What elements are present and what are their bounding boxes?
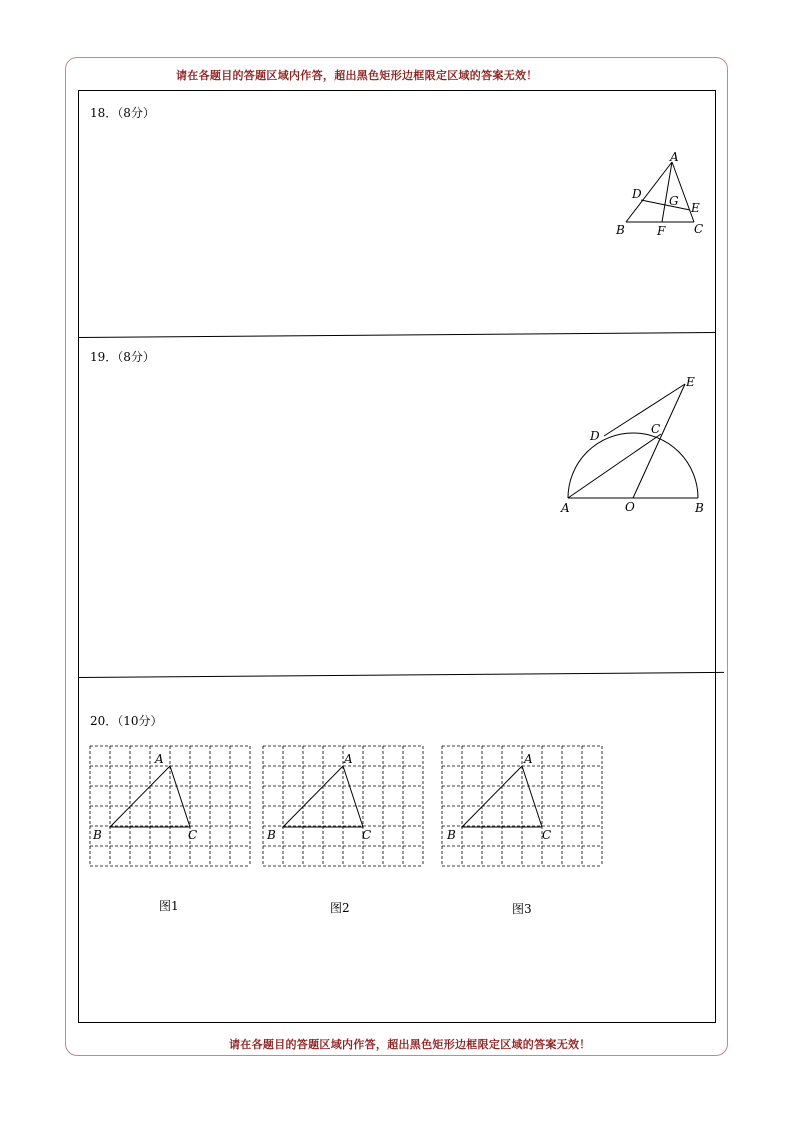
q20-fig3-point-A: A [524, 752, 533, 766]
q18-triangle-figure [610, 148, 710, 238]
q19-point-O: O [625, 500, 635, 514]
question-20-label: 20．（10分） [90, 714, 163, 728]
question-18-label: 18．（8分） [90, 106, 155, 120]
q20-fig2-point-B: B [267, 828, 276, 842]
q20-grid-1 [90, 746, 250, 866]
q19-point-A: A [561, 501, 570, 515]
q18-point-C: C [694, 222, 704, 236]
q19-semicircle-arc [568, 433, 698, 498]
q19-point-B: B [695, 501, 704, 515]
q18-point-B: B [616, 223, 625, 237]
q19-point-D: D [590, 429, 600, 443]
q20-fig1-point-C: C [188, 828, 198, 842]
q18-point-A: A [670, 150, 679, 164]
q20-fig2-point-A: A [344, 752, 353, 766]
q20-fig1-point-A: A [155, 752, 164, 766]
q20-fig2-point-C: C [362, 828, 372, 842]
q20-grid-figure-2 [258, 742, 428, 872]
q19-semicircle-figure [555, 370, 715, 520]
q19-point-E: E [686, 375, 695, 389]
notice-bottom: 请在各题目的答题区域内作答，超出黑色矩形边框限定区域的答案无效！ [229, 1038, 591, 1051]
q20-grid-figure-3 [437, 742, 607, 872]
question-19-label: 19．（8分） [90, 350, 155, 364]
q18-point-F: F [657, 224, 666, 238]
q20-grid-3 [442, 746, 602, 866]
q18-point-D: D [632, 187, 642, 201]
q20-fig3-point-C: C [542, 828, 552, 842]
q18-point-E: E [691, 201, 700, 215]
q20-caption-fig1: 图1 [159, 899, 179, 913]
q18-segment-AF [662, 162, 672, 222]
q20-caption-fig3: 图3 [512, 902, 532, 916]
q18-point-G: G [669, 194, 679, 208]
q19-point-C: C [651, 422, 661, 436]
q20-grid-2 [263, 746, 423, 866]
q20-caption-fig2: 图2 [330, 901, 350, 915]
notice-top: 请在各题目的答题区域内作答，超出黑色矩形边框限定区域的答案无效！ [176, 69, 538, 82]
q20-grid-figure-1 [85, 742, 255, 872]
q20-fig3-point-B: B [447, 828, 456, 842]
q20-fig1-point-B: B [93, 828, 102, 842]
